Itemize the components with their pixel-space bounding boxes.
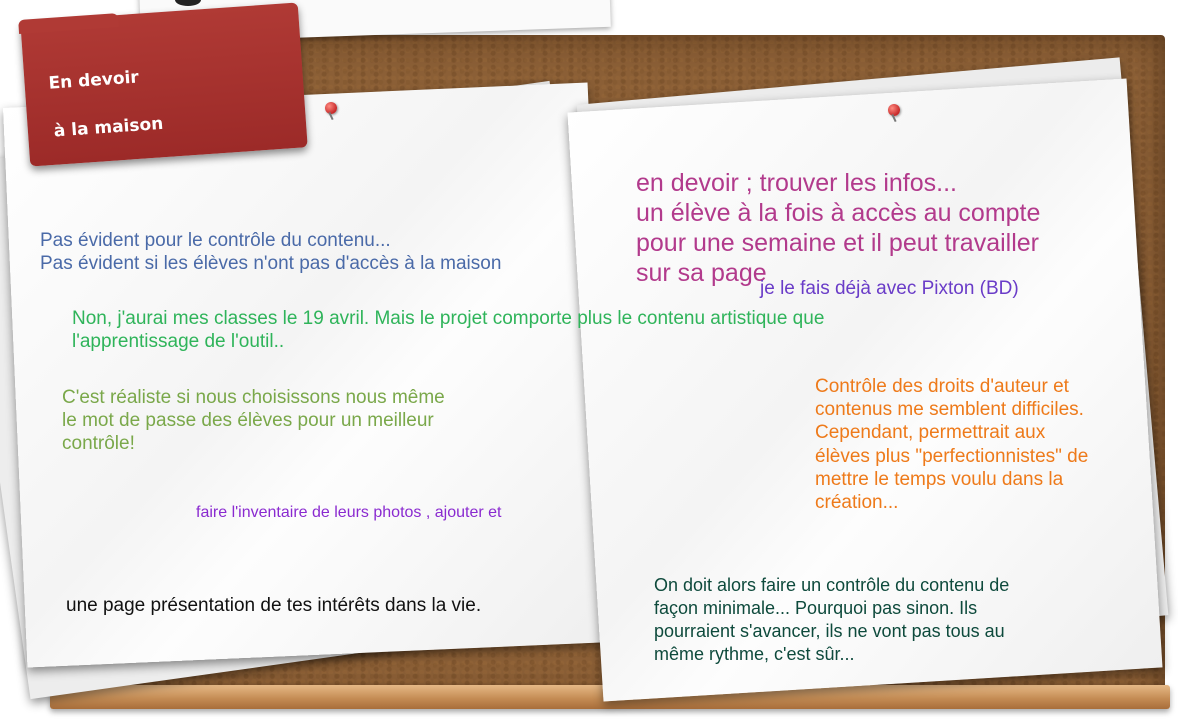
note-droits-auteur: Contrôle des droits d'auteur et contenus me semblent difficiles. Cependant, permettrait aux élèves plus "perfectionnistes" de mettre le temps voulu dans la création... [815, 376, 1089, 513]
note-en-devoir: en devoir ; trouver les infos... un élève à la fois à accès au compte pour une semaine et il peut travailler sur sa page [636, 169, 1041, 287]
note-realiste: C'est réaliste si nous choisissons nous même le mot de passe des élèves pour un meilleur contrôle! [62, 387, 445, 455]
note-pixton: je le fais déjà avec Pixton (BD) [760, 278, 1019, 299]
section-label-line2: à la maison [53, 113, 164, 142]
section-label [46, 32, 274, 167]
section-label-line1: En devoir [47, 67, 140, 94]
note-presentation: une page présentation de tes intérêts dans la vie. [66, 595, 482, 616]
paper-left [3, 83, 612, 668]
note-controle-minimal: On doit alors faire un contrôle du contenu de façon minimale... Pourquoi pas sinon. Ils pourraient s'avancer, ils ne vont pas tous au même rythme, c'est sûr... [654, 575, 1010, 664]
pushpin-icon [888, 104, 900, 116]
pushpin-icon [325, 102, 337, 114]
note-controle-contenu: Pas évident pour le contrôle du contenu... Pas évident si les élèves n'ont pas d'accès à la maison [40, 230, 502, 275]
note-inventaire-photos: faire l'inventaire de leurs photos , ajouter et [196, 504, 502, 521]
note-classes-avril: Non, j'aurai mes classes le 19 avril. Mais le projet comporte plus le contenu artistique que l'apprentissage de l'outil.. [72, 308, 825, 353]
